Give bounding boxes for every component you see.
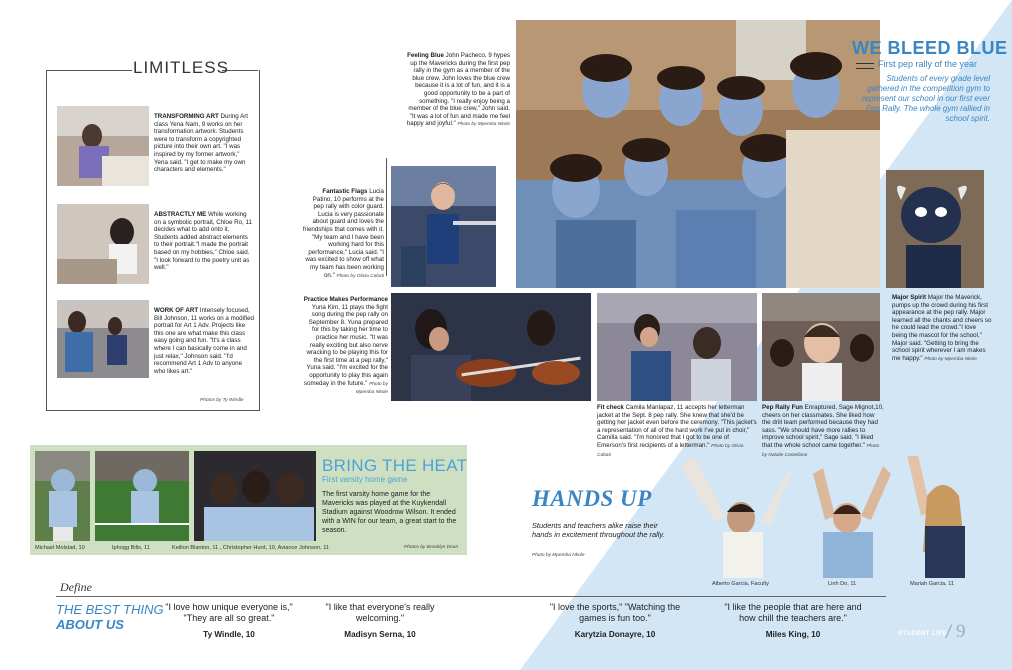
footer-section: STUDENT LIFE <box>898 631 947 637</box>
caption-work-of-art: WORK OF ART Intensely focused, Bill Johnson, 11 works on a modified portrait for Art 1 Adv. Projects like this one are what make this class easy going and fun. "It's a class where I can basically come in and just relax," Johnson said. "I'd recommend Art 1 Adv to anyone who likes art." <box>154 307 254 375</box>
hands-up-title: HANDS UP <box>532 486 652 511</box>
footer-slash: / <box>946 622 952 642</box>
football-photo-1 <box>35 451 90 541</box>
heat-name-2: Iphogg Bills, 11 <box>112 545 150 551</box>
football-photo-3 <box>194 451 316 541</box>
heat-name-3: Keillon Blanton, 11 , Christopher Hurd, 10, Aviance Johnson, 11 <box>172 545 330 551</box>
we-bleed-blue-main-photo <box>516 20 880 288</box>
color-guard-photo <box>391 166 496 287</box>
pep-rally-fun-photo <box>762 293 880 401</box>
caption-transforming-art: TRANSFORMING ART During Art class Yena Nam, 9 works on her transformation artwork. Students were to transform a copyrighted picture into their own art. "I was inspired by my former artwork," Yena said. "I get to make my own characters and elements." <box>154 113 248 174</box>
quote-2: "I like that everyone's really welcoming." Madisyn Serna, 10 <box>325 602 435 639</box>
mascot-photo <box>886 170 984 288</box>
heat-credit: Photos by Brooklyn Dean <box>404 545 459 550</box>
caption-abstractly-me: ABSTRACTLY ME While working on a symbolic portrait, Chloe Ro, 11 decides what to add onto it. Students added abstract elements to their portrait."I made the portrait based on my hobbies," Chloe said. "I look forward to the poetry unit as well." <box>154 211 252 272</box>
bring-the-heat-subtitle: First varsity home game <box>322 475 408 484</box>
caption-practice: Practice Makes Performance Yuna Kim, 11 plays the fight song during the pep rally on September 8. Yuna prepared for this by taking her time to practice her music. "It was really exciting but also nerve wracking to be playing this for the first time at a pep rally," Yuna said. "I'm excited for the opportunity to play this again someday in the future." Photo by Mpemba Nkole <box>303 296 388 396</box>
caption-pep-rally-fun: Pep Rally Fun Enraptured, Sage Mignot,10, cheers on her classmates. She liked how the drill team performed because they had sass. "We should have more rallies to improve school spirit," Sage said. "I liked that the whole school came together." Photo by Natalie Castellano <box>762 404 884 458</box>
violin-photo <box>391 293 591 401</box>
we-bleed-blue-subtitle-rule <box>856 63 874 64</box>
hands-name-2: Linh Do, 11 <box>828 581 857 587</box>
quote-4: "I like the people that are here and how chill the teachers are." Miles King, 10 <box>724 602 862 639</box>
best-thing-heading-1: THE BEST THING <box>56 602 164 617</box>
bring-the-heat-body: The first varsity home game for the Mavericks was played at the Kuykendall Stadium against Woodrow Wilson. It ended with a WIN for our team, a great start to the season. <box>322 491 457 534</box>
art-photo-2 <box>57 204 149 284</box>
limitless-credit: Photos by Ty Windle <box>200 398 244 403</box>
caption-fit-check: Fit check Camila Manlapaz, 11 accepts her letterman jacket at the Sept. 8 pep rally. She knew that she'd be getting her jacket even before the ceremony. "This jacket's a representation of all of the hard work I've put in choir," Camilla said. "I'm honored that I got to be one of Emerson's first recipients of a letterman." Photo by Olivia Cabati <box>597 404 757 458</box>
limitless-title: LIMITLESS <box>133 58 229 77</box>
limitless-top-line-left <box>46 70 132 71</box>
we-bleed-blue-subtitle-rule-2 <box>856 68 874 69</box>
hands-up-credit: Photo by Mpemba Nkole <box>532 553 585 558</box>
hands-name-1: Alberto Garcia, Faculty <box>712 581 769 587</box>
best-thing-heading-2: ABOUT US <box>56 617 124 632</box>
caption-feeling-blue: Feeling Blue John Pacheco, 9 hypes up the Mavericks during the first pep rally in the gym as a member of the blue crew. John loves the blue crew because it is a lot of fun, and it is a good opportunity to be a part of something. "I really enjoy being a member of the blue crew," John said. "It was a lot of fun and made me feel happy and joyful." Photo by Mpemba Nkole <box>406 52 510 128</box>
we-bleed-blue-body: Students of every grade level gathered in the competition gym to represent our school in our first ever Pep Rally. The whole gym rallied in school spirit. <box>861 74 990 123</box>
caption-fantastic-flags: Fantastic Flags Lucia Patino, 10 performs at the pep rally with color guard. Lucia is very passionate about guard and loves the friendships that comes with it. "My team and I have been working hard for this performance," Lucia said. "I was excited to show off what my team has been working on." Photo by Olivia Cabati <box>302 188 384 279</box>
quote-1: "I love how unique everyone is," "They are all so great." Ty Windle, 10 <box>165 602 293 639</box>
quote-3: "I love the sports," "Watching the games is fun too." Karytzia Donayre, 10 <box>549 602 681 639</box>
art-photo-1 <box>57 106 149 186</box>
we-bleed-blue-subtitle: First pep rally of the year <box>878 59 978 69</box>
fit-check-photo <box>597 293 757 401</box>
art-photo-3 <box>57 300 149 378</box>
define-rule <box>56 596 886 597</box>
football-photo-2 <box>95 451 189 541</box>
footer-page-number: 9 <box>956 621 966 642</box>
hands-up-figures <box>675 456 995 578</box>
define-label: Define <box>60 580 92 594</box>
we-bleed-blue-title: WE BLEED BLUE <box>852 38 1008 58</box>
hands-name-3: Mariah Garcia, 11 <box>910 581 955 587</box>
bring-the-heat-title: BRING THE HEAT <box>322 456 468 475</box>
heat-name-1: Michael Molstad, 10 <box>35 545 85 551</box>
hands-up-body: Students and teachers alike raise their hands in excitement throughout the rally. <box>532 521 665 539</box>
fantastic-flags-line <box>386 158 387 276</box>
caption-major-spirit: Major Spirit Major the Maverick, pumps up the crowd during his first appearance at the pep rally. Major learned all the chants and cheers so he could lead the crowd."I love being the mascot for the school," Major said. "Getting to bring the school spirit wherever I am makes me happy." Photo by Mpemba Nkole <box>892 294 992 362</box>
